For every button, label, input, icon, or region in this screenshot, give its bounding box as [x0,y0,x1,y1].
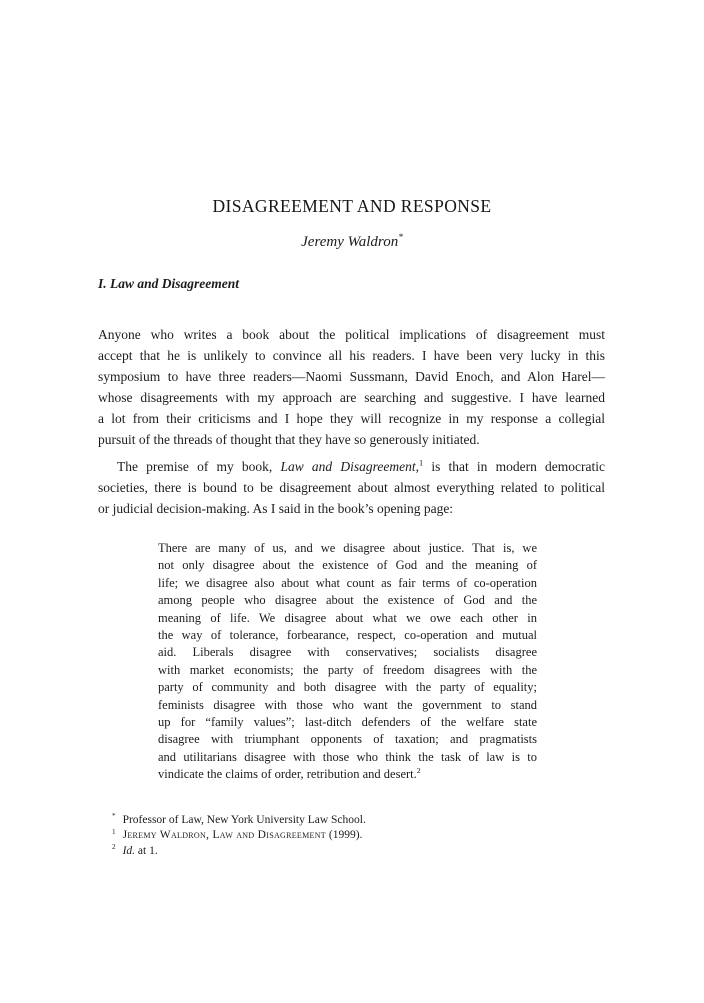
text-run: The premise of my book, [117,459,281,474]
text-run: vindicate the claims of order, retribution and desert. [158,767,417,782]
paragraph-1 [98,324,605,450]
footnote-marker: 2 [112,842,116,851]
text-line: pursuit of the threads of thought that they have so generously initiated. [98,432,480,447]
footnote-text: at 1. [135,844,158,857]
quote-line: party of community and both disagree with the party of equality; [158,680,537,695]
quote-line: There are many of us, and we disagree about justice. That is, we [158,541,537,555]
text-line: a lot from their criticisms and I hope they will recognize in my response a collegial [98,411,605,426]
text-line: Anyone who writes a book about the political implications of disagreement must [98,327,605,342]
quote-line: and utilitarians disagree with those who think the task of law is to [158,749,537,764]
author-footnote-marker: * [398,233,403,243]
footnote-1 [98,828,578,843]
section-heading: I. Law and Disagreement [98,276,240,291]
quote-line: feminists disagree with those who want the government to stand [158,697,537,712]
paragraph-2 [98,456,605,519]
quote-line: disagree with triumphant opponents of taxation; and pragmatists [158,732,537,747]
footnote-marker: * [112,812,116,821]
text-line: whose disagreements with my approach are searching and suggestive. I have learned [98,390,605,405]
quote-line: with market economists; the party of freedom disagrees with the [158,662,537,677]
footnote-id-italic: Id. [122,844,136,857]
footnote-citation-smallcaps: Jeremy Waldron, Law and Disagreement [122,829,326,842]
quote-line: aid. Liberals disagree with conservatives; socialists disagree [158,645,537,660]
text-run: is that in modern democratic [423,459,605,474]
footnote-text: (1999). [325,829,363,842]
block-quote [158,540,537,784]
text-line: societies, there is bound to be disagreement about almost everything related to political [98,480,605,495]
quote-line: among people who disagree about the existence of God and the [158,593,537,608]
book-title-italic: Law and Disagreement [280,459,416,474]
text-run: , [415,459,419,474]
text-line: accept that he is unlikely to convince all his readers. I have been very lucky in this [98,348,605,363]
quote-line: not only disagree about the existence of God and the meaning of [158,558,537,573]
footnotes-section [98,813,578,859]
footnote-2 [98,844,578,859]
quote-line: up for “family values”; last-ditch defenders of the welfare state [158,715,537,730]
quote-line: the way of tolerance, forbearance, respect, co-operation and mutual [158,628,537,643]
footnote-ref-1: 1 [418,458,424,468]
footnote-marker: 1 [112,827,116,836]
footnote-ref-2: 2 [416,766,421,776]
footnote-text: Professor of Law, New York University Law School. [122,814,366,826]
author-line [0,234,704,251]
quote-line [158,766,537,783]
quote-line: life; we disagree also about what count as fair terms of co-operation [158,575,537,590]
author-name: Jeremy Waldron [301,234,399,250]
article-title: DISAGREEMENT AND RESPONSE [212,196,492,216]
text-line: or judicial decision-making. As I said in the book’s opening page: [98,501,454,516]
text-line [98,456,605,477]
footnote-star [98,813,578,828]
quote-line: meaning of life. We disagree about what we owe each other in [158,610,537,625]
text-line: symposium to have three readers—Naomi Sussmann, David Enoch, and Alon Harel— [98,369,605,384]
